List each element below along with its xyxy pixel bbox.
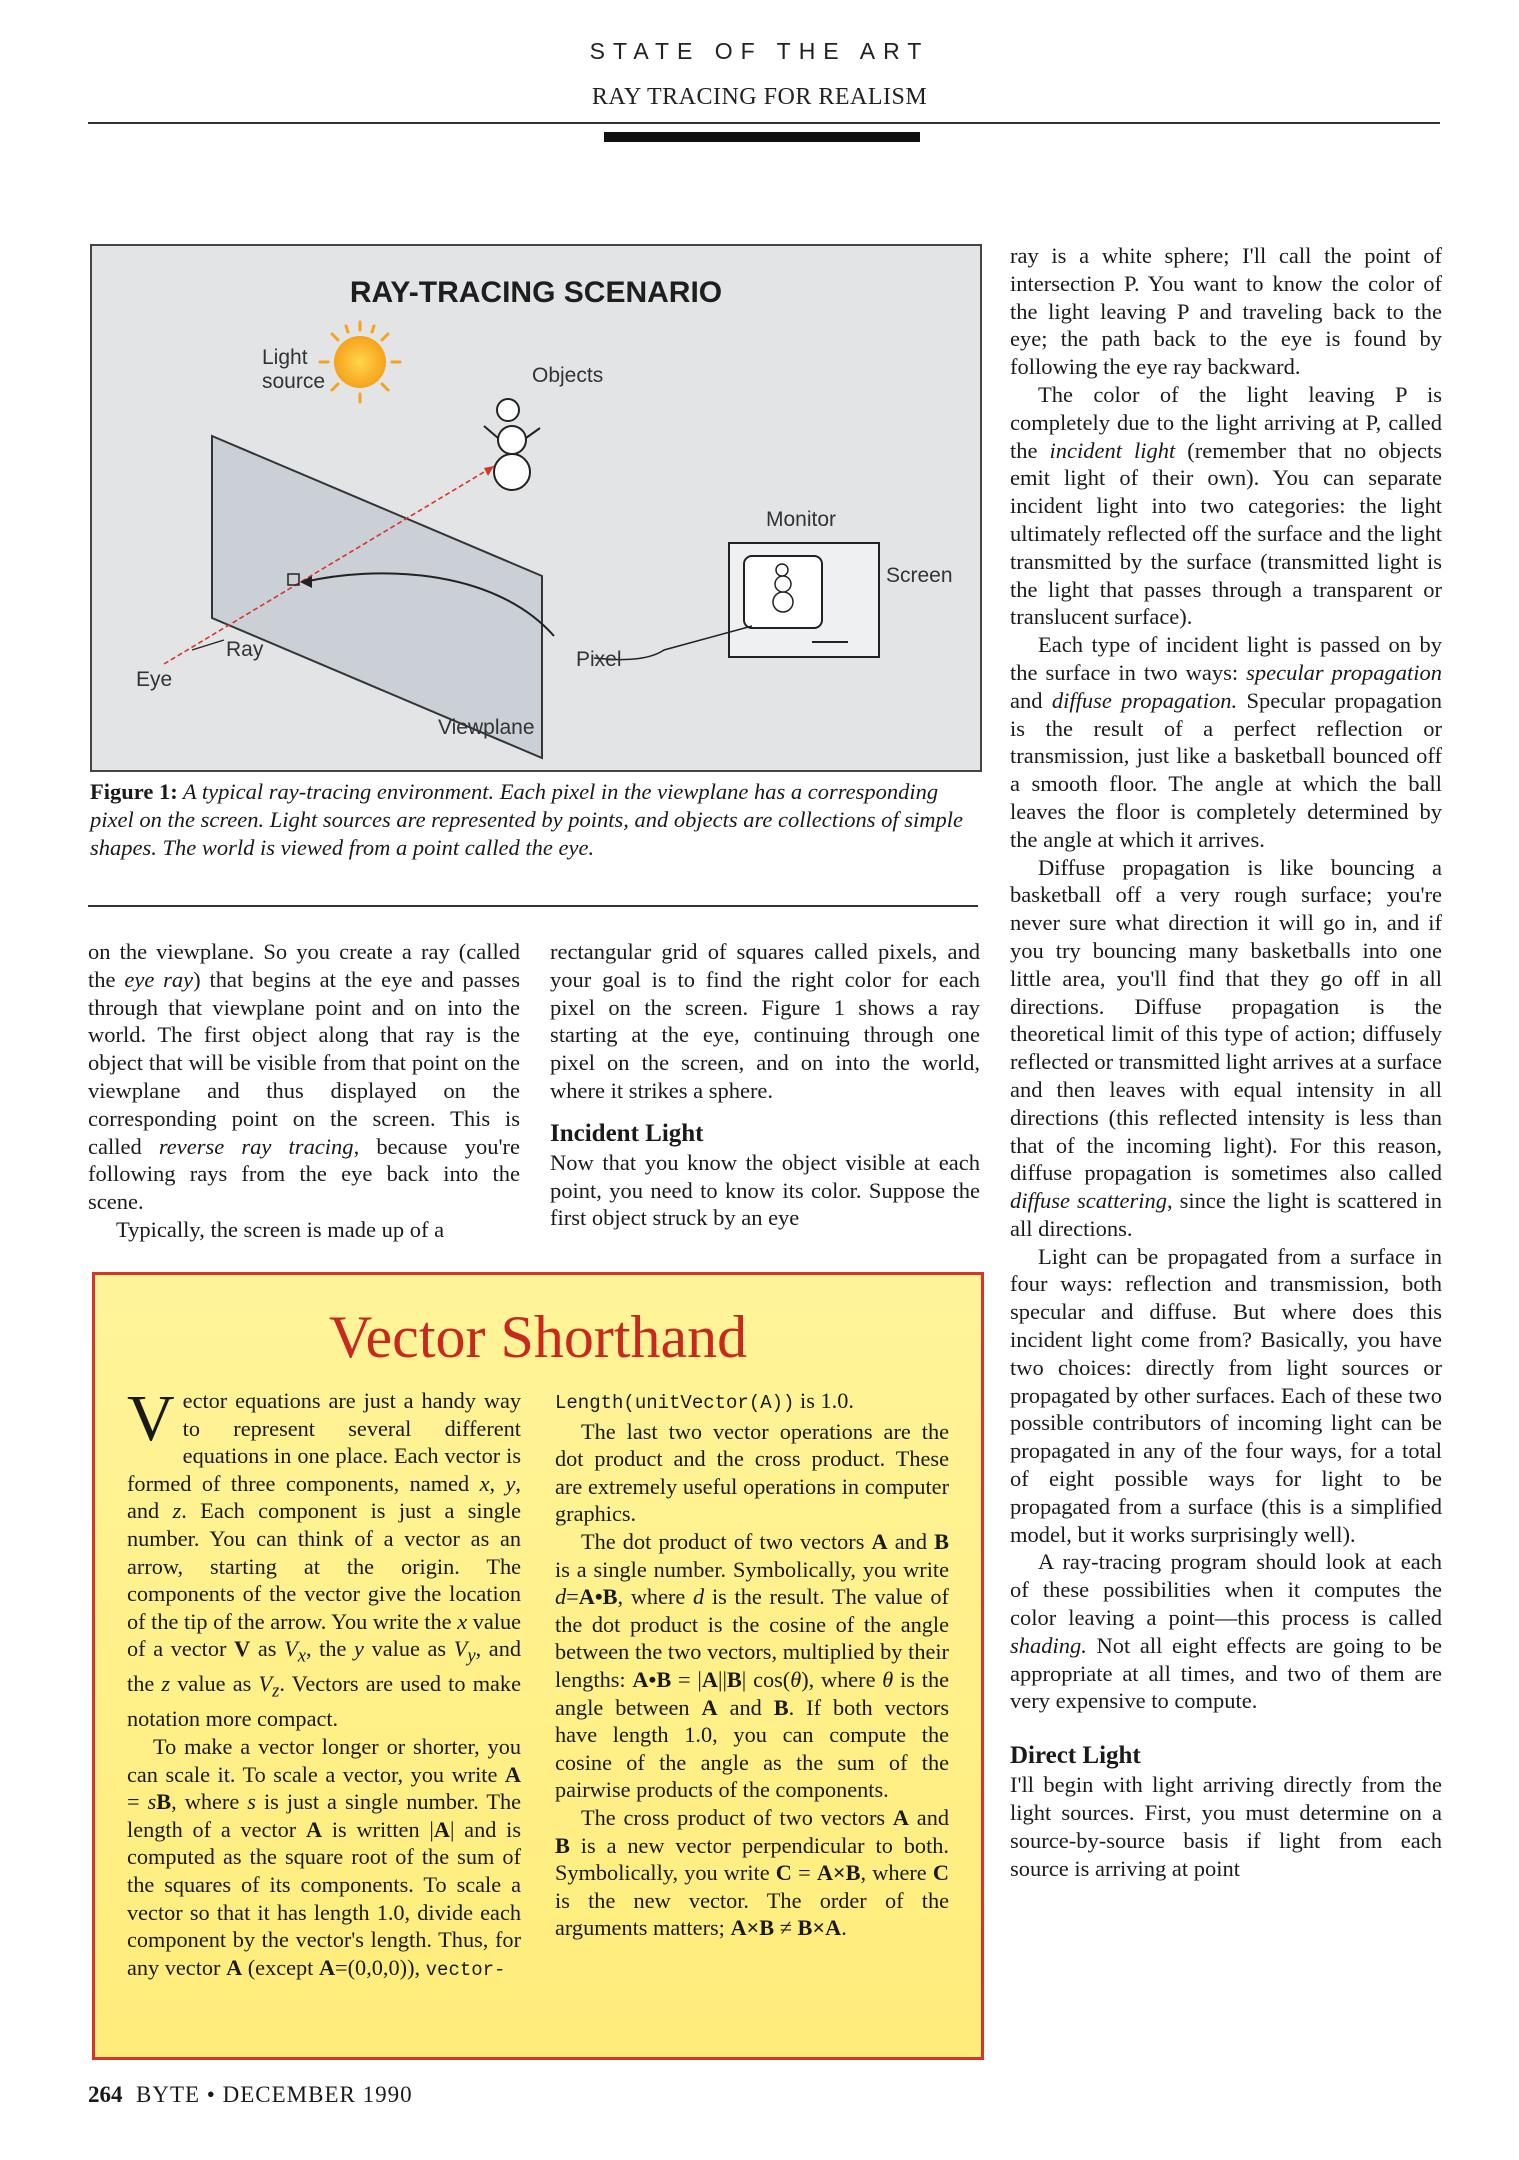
- sidebar-vector-shorthand: [92, 1272, 984, 2060]
- paragraph: Light can be propagated from a surface in four ways: reflection and transmission, both specular and diffuse. But where does this incident light come from? Basically, you have two choices: directly from light sources or propagated by other surfaces. Each of these two possible contributors of incoming light can be propagated in any of the four ways, for a total of eight possible ways for light to be propagated from a surface (this is a simplified model, but it works surprisingly well).: [1010, 1243, 1442, 1547]
- sidebar-column-left: [127, 1382, 521, 1984]
- sun-icon: [320, 322, 400, 402]
- paragraph: ray is a white sphere; I'll call the point of intersection P. You want to know the color of the light leaving P and traveling back to the eye; the path back to the eye is found by following the eye ray backward.: [1010, 243, 1442, 380]
- paragraph: Now that you know the object visible at each point, you need to know its color. Suppose the first object struck by an eye: [550, 1149, 980, 1231]
- section-header: STATE OF THE ART: [589, 38, 930, 64]
- header-rule: [88, 122, 1440, 124]
- heading-direct-light: Direct Light: [1010, 1742, 1141, 1770]
- paragraph: on the viewplane. So you create a ray (called the eye ray) that begins at the eye and passes through that viewplane point and on into the world. The first object along that ray is the object that will be visible from that point on the viewplane and thus displayed on the corresponding point on the screen. This is called reverse ray tracing, because you're following rays from the eye back into the scene.: [88, 939, 521, 1215]
- snowman-icon: [484, 399, 540, 490]
- paragraph: The cross product of two vectors A and B is a new vector perpendicular to both. Symbolically, you write C = A×B, where C is the new vector. The order of the arguments matters; A×B ≠ B×A.: [555, 1804, 949, 1941]
- paragraph: To make a vector longer or shorter, you can scale it. To scale a vector, you write A = sB, where s is just a single number. The length of a vector A is written |A| and is computed as the square root of the sum of the squares of its components. To scale a vector so that it has length 1.0, divide each component by the vector's length. Thus, for any vector A (except A=(0,0,0)), vector-: [127, 1734, 521, 1981]
- figure-diagram: [92, 246, 980, 770]
- paragraph: Diffuse propagation is like bouncing a basketball off a very rough surface; you're never sure what direction it will go in, and if you try bouncing many basketballs into one little area, you'll find that they go off in all directions. Diffuse propagation is the theoretical limit of this type of action; diffusely reflected or transmitted light arrives at a surface and then leaves with equal intensity in all directions (this reflected intensity is less than that of the incoming light). For this reason, diffuse propagation is sometimes also called diffuse scattering, since the light is scattered in all directions.: [1010, 854, 1442, 1241]
- label-screen: Screen: [886, 564, 953, 587]
- drop-cap: V: [127, 1382, 175, 1455]
- header-thick-rule: [604, 132, 920, 142]
- paragraph: The color of the light leaving P is completely due to the light arriving at P, called the incident light (remember that no objects emit light of their own). You can separate incident light into two categories: the light ultimately reflected off the surface and the light transmitted by the surface (transmitted light is the light that passes through a transparent or translucent surface).: [1010, 381, 1442, 630]
- figure-title: RAY-TRACING SCENARIO: [349, 276, 723, 309]
- body-column-1: [88, 938, 520, 1244]
- paragraph: Typically, the screen is made up of a: [116, 1216, 445, 1242]
- heading-incident-light: Incident Light: [550, 1119, 704, 1147]
- paragraph: Vector equations are just a handy way to represent several different equations in one place. Each vector is formed of three components, named x, y, and z. Each component is just a single number. You can think of a vector as an arrow, starting at the origin. The components of the vector give the location of the tip of the arrow. You write the x value of a vector V as $V_x$, the y value as $V_y$, and the z value as $V_z$. Vectors are used to make notation more compact.: [127, 1382, 521, 1732]
- footer-text: BYTE • DECEMBER 1990: [136, 2082, 413, 2107]
- paragraph: I'll begin with light arriving directly from the light sources. First, you must determine on a source-by-source basis if light from each source is arriving at point: [1010, 1772, 1442, 1881]
- figure-ray-tracing-scenario: [90, 244, 982, 772]
- caption-rule: [88, 905, 978, 907]
- monitor-icon: [729, 543, 879, 657]
- label-ray: Ray: [226, 638, 264, 661]
- sidebar-title: Vector Shorthand: [328, 1304, 748, 1370]
- paragraph: Each type of incident light is passed on by the surface in two ways: specular propagation and diffuse propagation. Specular propagation is the result of a perfect reflection or transmission, just like a basketball bounced off a smooth floor. The angle at which the ball leaves the floor is completely determined by the angle at which it arrives.: [1010, 632, 1443, 852]
- figure-caption: [90, 778, 978, 862]
- paragraph: Length(unitVector(A)) is 1.0.: [555, 1388, 854, 1414]
- paragraph: rectangular grid of squares called pixels, and your goal is to find the right color for each pixel on the screen. Figure 1 shows a ray starting at the eye, continuing through one pixel on the screen, and on into the world, where it strikes a sphere.: [550, 939, 980, 1103]
- paragraph: The dot product of two vectors A and B is a single number. Symbolically, you write d=A•B, where d is the result. The value of the dot product is the cosine of the angle between the two vectors, multiplied by their lengths: A•B = |A||B| cos(θ), where θ is the angle between A and B. If both vectors have length 1.0, you can compute the cosine of the angle as the sum of the pairwise products of the components.: [555, 1528, 949, 1803]
- page-footer: [88, 2082, 413, 2108]
- paragraph: A ray-tracing program should look at each of these possibilities when it computes the color leaving a point—this process is called shading. Not all eight effects are going to be appropriate at all times, and two of them are very expensive to compute.: [1010, 1549, 1442, 1714]
- article-title: RAY TRACING FOR REALISM: [591, 84, 928, 110]
- label-viewplane: Viewplane: [438, 716, 535, 739]
- body-column-2: [550, 938, 980, 1232]
- paragraph: The last two vector operations are the dot product and the cross product. These are extremely useful operations in computer graphics.: [555, 1418, 949, 1527]
- label-eye: Eye: [136, 668, 173, 691]
- viewplane-shape: [212, 436, 542, 758]
- label-light: Light: [262, 346, 308, 369]
- label-objects: Objects: [532, 364, 604, 387]
- sidebar-column-right: [555, 1387, 949, 1942]
- body-column-3: [1010, 242, 1442, 1882]
- label-source: source: [262, 370, 326, 393]
- caption-label: Figure 1:: [90, 779, 178, 804]
- label-monitor: Monitor: [766, 508, 837, 531]
- label-pixel: Pixel: [576, 648, 622, 671]
- caption-text: A typical ray-tracing environment. Each pixel in the viewplane has a corresponding pixel on the screen. Light sources are represented by points, and objects are collections of simple shapes. The world is viewed from a point called the eye.: [90, 779, 963, 860]
- page-number: 264: [88, 2082, 123, 2107]
